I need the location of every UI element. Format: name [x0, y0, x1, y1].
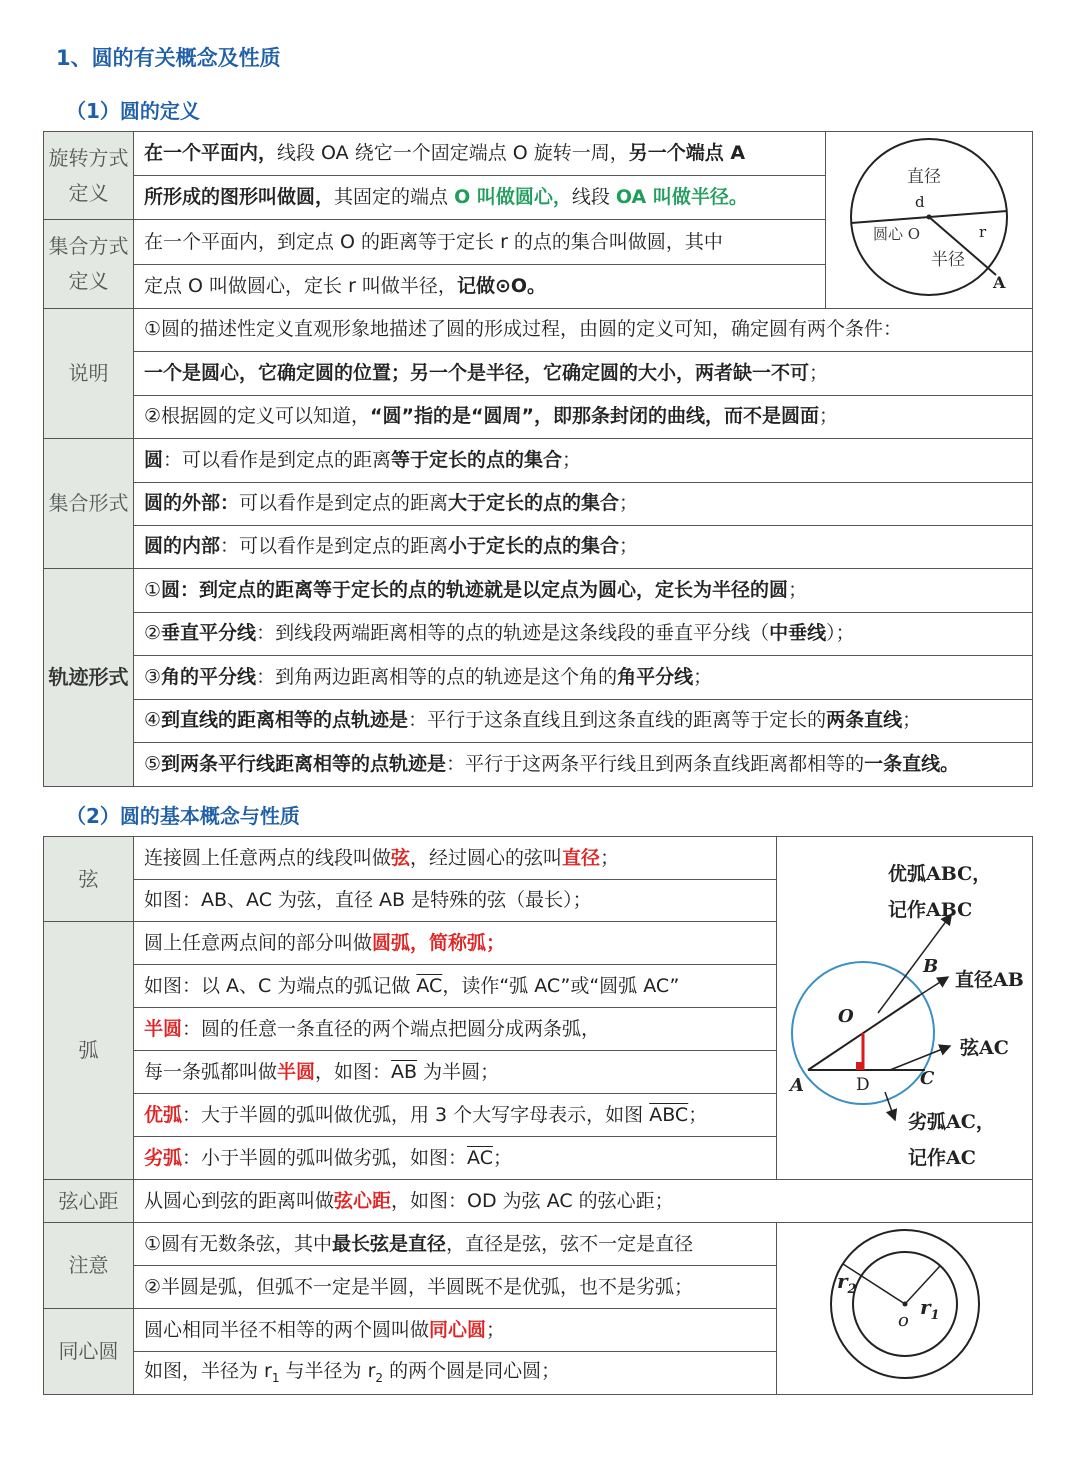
label-concentric: 同心圆 — [44, 1309, 134, 1395]
label-set-form: 集合形式 — [44, 438, 134, 568]
table-row — [44, 612, 1033, 655]
point-a-label: A — [789, 1075, 804, 1097]
arc-line-5: 优弧：大于半圆的弧叫做优弧，用 3 个大写字母表示，如图 $\overline{ABC}$； — [134, 1094, 777, 1137]
note-line-1: ①圆有无数条弦，其中最长弦是直径，直径是弦，弦不一定是直径 — [134, 1223, 777, 1266]
label-set-definition: 集合方式定义 — [44, 220, 134, 309]
center-label: 圆心 O — [873, 225, 921, 243]
chord-arc-figure — [777, 837, 1033, 1180]
note-line-2: ②半圆是弧，但弧不一定是半圆，半圆既不是优弧，也不是劣弧； — [134, 1266, 777, 1309]
table-row — [44, 351, 1033, 395]
circle-definition-figure — [826, 132, 1033, 309]
table-row — [44, 837, 1033, 880]
concentric-line-1: 圆心相同半径不相等的两个圆叫做同心圆； — [134, 1309, 777, 1352]
concentric-diagram — [820, 1226, 990, 1386]
radius-label: 半径 — [931, 250, 965, 270]
major-arc-note: 记作ABC — [887, 899, 972, 922]
arc-line-2: 如图：以 A、C 为端点的弧记做 $\overline{AC}$，读作“弧 AC”或“圆弧 AC” — [134, 965, 777, 1008]
set-form-line-3: 圆的内部：可以看作是到定点的距离小于定长的点的集合； — [134, 525, 1033, 568]
page-title: 1、圆的有关概念及性质 — [56, 46, 281, 70]
section1-heading: （1）圆的定义 — [66, 99, 200, 123]
d-label: d — [915, 193, 925, 211]
explain-line-2: 一个是圆心，它确定圆的位置；另一个是半径，它确定圆的大小，两者缺一不可； — [134, 351, 1033, 395]
locus-line-2: ②垂直平分线：到线段两端距离相等的点的轨迹是这条线段的垂直平分线（中垂线）； — [134, 612, 1033, 655]
table-row — [44, 1223, 1033, 1266]
concept-table — [43, 836, 1033, 1395]
concentric-line-2: 如图，半径为 $r_1$ 与半径为 $r_2$ 的两个圆是同心圆； — [134, 1352, 777, 1395]
arc-line-3: 半圆：圆的任意一条直径的两个端点把圆分成两条弧， — [134, 1008, 777, 1051]
point-a-label: A — [993, 273, 1006, 292]
locus-line-3: ③角的平分线：到角两边距离相等的点的轨迹是这个角的角平分线； — [134, 655, 1033, 699]
chord-line-2: 如图：AB、AC 为弦，直径 AB 是特殊的弦（最长）； — [134, 880, 777, 922]
explain-line-1: ①圆的描述性定义直观形象地描述了圆的形成过程，由圆的定义可知，确定圆有两个条件： — [134, 308, 1033, 351]
rotation-line-2: 所形成的图形叫做圆，其固定的端点 O 叫做圆心，线段 OA 叫做半径。 — [134, 176, 826, 220]
table-row — [44, 438, 1033, 482]
chord-distance-line: 从圆心到弦的距离叫做弦心距，如图：OD 为弦 AC 的弦心距； — [134, 1180, 1033, 1223]
set-def-line-2: 定点 O 叫做圆心，定长 r 叫做半径，记做⊙O。 — [134, 264, 826, 308]
locus-line-1: ①圆：到定点的距离等于定长的点的轨迹就是以定点为圆心，定长为半径的圆； — [134, 568, 1033, 612]
concentric-figure — [777, 1223, 1033, 1395]
chord-line-1: 连接圆上任意两点的线段叫做弦，经过圆心的弦叫直径； — [134, 837, 777, 880]
table-row — [44, 655, 1033, 699]
set-def-line-1: 在一个平面内，到定点 O 的距离等于定长 r 的点的集合叫做圆，其中 — [134, 220, 826, 265]
label-chord-distance: 弦心距 — [44, 1180, 134, 1223]
arc-line-4: 每一条弧都叫做半圆，如图：$\overline{AB}$ 为半圆； — [134, 1051, 777, 1094]
table-row — [44, 395, 1033, 438]
table-row — [44, 308, 1033, 351]
point-c-label: C — [919, 1068, 934, 1090]
label-arc: 弧 — [44, 922, 134, 1180]
r-label: r — [979, 223, 987, 241]
minor-arc-note: 记作AC — [907, 1147, 976, 1170]
rotation-line-1: 在一个平面内，线段 OA 绕它一个固定端点 O 旋转一周，另一个端点 A — [134, 132, 826, 176]
table-row — [44, 525, 1033, 568]
chord-ac-label: 弦AC — [959, 1037, 1009, 1060]
diameter-ab-label: 直径AB — [954, 969, 1024, 992]
point-o-label: O — [837, 1006, 854, 1028]
table-row — [44, 482, 1033, 525]
o-label: o — [897, 1309, 909, 1331]
set-form-line-1: 圆：可以看作是到定点的距离等于定长的点的集合； — [134, 438, 1033, 482]
label-chord: 弦 — [44, 837, 134, 922]
label-explain: 说明 — [44, 308, 134, 438]
r2-label: $r_2$ — [836, 1268, 857, 1297]
major-arc-label: 优弧ABC， — [887, 863, 991, 886]
label-locus: 轨迹形式 — [44, 568, 134, 786]
section2-heading: （2）圆的基本概念与性质 — [66, 804, 300, 828]
table-row — [44, 742, 1033, 786]
table-row — [44, 568, 1033, 612]
definition-table — [43, 131, 1033, 787]
table-row — [44, 1180, 1033, 1223]
table-row — [44, 699, 1033, 742]
arc-line-6: 劣弧：小于半圆的弧叫做劣弧，如图：$\overline{AC}$； — [134, 1137, 777, 1180]
locus-line-5: ⑤到两条平行线距离相等的点轨迹是：平行于这两条平行线且到两条直线距离都相等的一条直线。 — [134, 742, 1033, 786]
locus-line-4: ④到直线的距离相等的点轨迹是：平行于这条直线且到这条直线的距离等于定长的两条直线； — [134, 699, 1033, 742]
minor-arc-label: 劣弧AC， — [907, 1111, 995, 1134]
diameter-label: 直径 — [907, 167, 941, 187]
point-d-label: D — [855, 1075, 870, 1096]
arc-line-1: 圆上任意两点间的部分叫做圆弧，简称弧； — [134, 922, 777, 965]
table-row — [44, 132, 1033, 176]
point-b-label: B — [922, 956, 938, 978]
label-rotation: 旋转方式定义 — [44, 132, 134, 220]
chord-arc-diagram — [780, 840, 1030, 1170]
circle-diagram — [839, 132, 1019, 302]
set-form-line-2: 圆的外部：可以看作是到定点的距离大于定长的点的集合； — [134, 482, 1033, 525]
r1-label: $r_1$ — [919, 1294, 940, 1323]
label-note: 注意 — [44, 1223, 134, 1309]
explain-line-3: ②根据圆的定义可以知道，“圆”指的是“圆周”，即那条封闭的曲线，而不是圆面； — [134, 395, 1033, 438]
